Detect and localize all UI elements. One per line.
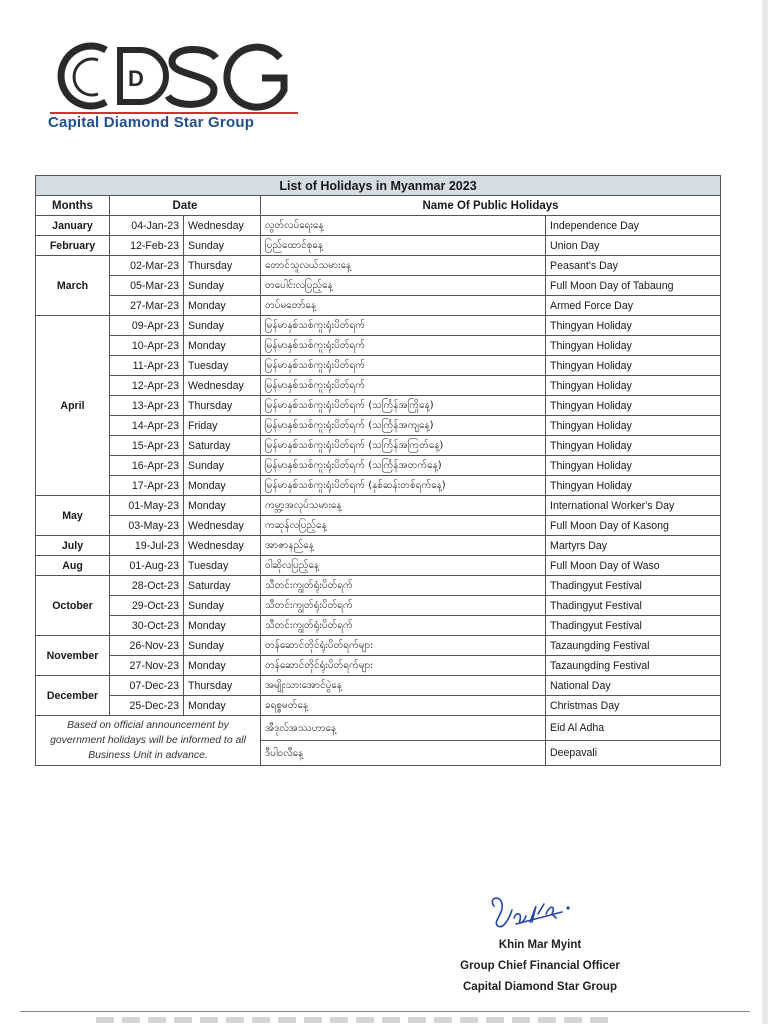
date-cell: 04-Jan-23: [110, 216, 184, 236]
date-cell: 28-Oct-23: [110, 576, 184, 596]
date-cell: 13-Apr-23: [110, 396, 184, 416]
footer-faded-text: [96, 1017, 616, 1023]
holiday-name-english: Thingyan Holiday: [546, 356, 721, 376]
date-cell: 10-Apr-23: [110, 336, 184, 356]
holiday-name-myanmar: ကမ္ဘာ့အလုပ်သမားနေ့: [261, 496, 546, 516]
table-row: [36, 216, 721, 236]
date-cell: 29-Oct-23: [110, 596, 184, 616]
table-title: List of Holidays in Myanmar 2023: [36, 176, 721, 196]
table-row: [36, 456, 721, 476]
holiday-name-myanmar: မြန်မာနှစ်သစ်ကူးရုံးပိတ်ရက် (သင်္ကြန်အကြိုနေ့): [261, 396, 546, 416]
weekday-cell: Monday: [184, 476, 261, 496]
holiday-name-english: Full Moon Day of Waso: [546, 556, 721, 576]
table-row: [36, 356, 721, 376]
month-cell: May: [36, 496, 110, 536]
holiday-name-english: Christmas Day: [546, 696, 721, 716]
signature-block: [400, 935, 680, 998]
table-row: [36, 256, 721, 276]
holiday-name-english: Deepavali: [546, 741, 721, 766]
table-row: [36, 596, 721, 616]
weekday-cell: Wednesday: [184, 216, 261, 236]
weekday-cell: Saturday: [184, 436, 261, 456]
holiday-name-english: Thingyan Holiday: [546, 376, 721, 396]
holiday-name-english: Full Moon Day of Tabaung: [546, 276, 721, 296]
header-date: Date: [110, 196, 261, 216]
holiday-name-myanmar: သီတင်းကျွတ်ရုံးပိတ်ရက်: [261, 616, 546, 636]
month-cell: April: [36, 316, 110, 496]
weekday-cell: Thursday: [184, 396, 261, 416]
holiday-name-english: Thadingyut Festival: [546, 596, 721, 616]
holiday-name-english: Union Day: [546, 236, 721, 256]
holiday-name-english: Independence Day: [546, 216, 721, 236]
weekday-cell: Monday: [184, 496, 261, 516]
weekday-cell: Monday: [184, 696, 261, 716]
month-cell: January: [36, 216, 110, 236]
table-row: [36, 396, 721, 416]
holiday-name-myanmar: ဒီပါဝလီနေ့: [261, 741, 546, 766]
signer-company: Capital Diamond Star Group: [463, 981, 617, 993]
weekday-cell: Monday: [184, 616, 261, 636]
holiday-name-myanmar: ပြည်ထောင်စုနေ့: [261, 236, 546, 256]
weekday-cell: Sunday: [184, 276, 261, 296]
holiday-name-english: Thadingyut Festival: [546, 616, 721, 636]
date-cell: 01-Aug-23: [110, 556, 184, 576]
weekday-cell: Thursday: [184, 676, 261, 696]
date-cell: 15-Apr-23: [110, 436, 184, 456]
table-row: [36, 556, 721, 576]
weekday-cell: Thursday: [184, 256, 261, 276]
month-cell: October: [36, 576, 110, 636]
weekday-cell: Wednesday: [184, 536, 261, 556]
holiday-name-english: Eid Al Adha: [546, 716, 721, 741]
table-row: [36, 296, 721, 316]
date-cell: 11-Apr-23: [110, 356, 184, 376]
holiday-name-myanmar: မြန်မာနှစ်သစ်ကူးရုံးပိတ်ရက် (သင်္ကြန်အကျနေ့): [261, 416, 546, 436]
header-months: Months: [36, 196, 110, 216]
holiday-name-english: Tazaungding Festival: [546, 656, 721, 676]
weekday-cell: Sunday: [184, 596, 261, 616]
weekday-cell: Saturday: [184, 576, 261, 596]
date-cell: 30-Oct-23: [110, 616, 184, 636]
date-cell: 09-Apr-23: [110, 316, 184, 336]
weekday-cell: Monday: [184, 656, 261, 676]
table-row: [36, 276, 721, 296]
holiday-name-english: Peasant's Day: [546, 256, 721, 276]
month-cell: December: [36, 676, 110, 716]
holiday-name-myanmar: အမျိုးသားအောင်ပွဲနေ့: [261, 676, 546, 696]
holiday-name-myanmar: မြန်မာနှစ်သစ်ကူးရုံးပိတ်ရက် (နှစ်ဆန်းတစ်ရက်နေ့): [261, 476, 546, 496]
holiday-name-myanmar: တန်ဆောင်တိုင်ရုံးပိတ်ရက်များ: [261, 636, 546, 656]
announcement-note: Based on official announcement by government holidays will be informed to all Business Unit in advance.: [36, 716, 261, 766]
date-cell: 03-May-23: [110, 516, 184, 536]
weekday-cell: Monday: [184, 296, 261, 316]
table-row: [36, 696, 721, 716]
holiday-name-myanmar: မြန်မာနှစ်သစ်ကူးရုံးပိတ်ရက်: [261, 356, 546, 376]
date-cell: 26-Nov-23: [110, 636, 184, 656]
weekday-cell: Sunday: [184, 636, 261, 656]
holiday-name-myanmar: သီတင်းကျွတ်ရုံးပိတ်ရက်: [261, 596, 546, 616]
holiday-name-english: National Day: [546, 676, 721, 696]
weekday-cell: Sunday: [184, 456, 261, 476]
signer-title: Group Chief Financial Officer: [460, 960, 620, 972]
date-cell: 02-Mar-23: [110, 256, 184, 276]
table-row: [36, 716, 721, 741]
date-cell: 19-Jul-23: [110, 536, 184, 556]
holiday-name-myanmar: ကဆုန်လပြည့်နေ့: [261, 516, 546, 536]
table-row: [36, 676, 721, 696]
date-cell: 27-Nov-23: [110, 656, 184, 676]
holiday-name-english: Thingyan Holiday: [546, 416, 721, 436]
table-row: [36, 576, 721, 596]
holiday-name-english: Thingyan Holiday: [546, 316, 721, 336]
holiday-name-myanmar: တပ်မတော်နေ့: [261, 296, 546, 316]
holiday-name-english: Full Moon Day of Kasong: [546, 516, 721, 536]
date-cell: 05-Mar-23: [110, 276, 184, 296]
holiday-name-english: Thingyan Holiday: [546, 456, 721, 476]
table-title-row: [36, 176, 721, 196]
holiday-name-myanmar: ခရစ္စမတ်နေ့: [261, 696, 546, 716]
date-cell: 16-Apr-23: [110, 456, 184, 476]
table-row: [36, 496, 721, 516]
holiday-name-english: Thingyan Holiday: [546, 336, 721, 356]
svg-text:D: D: [128, 66, 144, 91]
table-row: [36, 316, 721, 336]
holiday-name-english: Thingyan Holiday: [546, 476, 721, 496]
table-row: [36, 616, 721, 636]
holiday-name-english: Thingyan Holiday: [546, 396, 721, 416]
weekday-cell: Friday: [184, 416, 261, 436]
weekday-cell: Wednesday: [184, 376, 261, 396]
weekday-cell: Sunday: [184, 316, 261, 336]
signer-name: Khin Mar Myint: [498, 939, 582, 951]
header-holiday-name: Name Of Public Holidays: [261, 196, 721, 216]
table-row: [36, 636, 721, 656]
date-cell: 27-Mar-23: [110, 296, 184, 316]
holiday-name-myanmar: မြန်မာနှစ်သစ်ကူးရုံးပိတ်ရက်: [261, 316, 546, 336]
holiday-name-myanmar: တောင်သူလယ်သမားနေ့: [261, 256, 546, 276]
weekday-cell: Tuesday: [184, 556, 261, 576]
month-cell: July: [36, 536, 110, 556]
scan-edge: [762, 0, 768, 1024]
company-name: Capital Diamond Star Group: [48, 114, 255, 131]
holiday-name-english: International Worker's Day: [546, 496, 721, 516]
holiday-name-english: Thadingyut Festival: [546, 576, 721, 596]
holiday-name-english: Thingyan Holiday: [546, 436, 721, 456]
table-row: [36, 416, 721, 436]
table-row: [36, 516, 721, 536]
holiday-name-myanmar: လွတ်လပ်ရေးနေ့: [261, 216, 546, 236]
table-row: [36, 656, 721, 676]
table-row: [36, 436, 721, 456]
holiday-name-myanmar: ဝါဆိုလပြည့်နေ့: [261, 556, 546, 576]
date-cell: 12-Feb-23: [110, 236, 184, 256]
table-row: [36, 236, 721, 256]
table-header-row: [36, 196, 721, 216]
holiday-name-myanmar: မြန်မာနှစ်သစ်ကူးရုံးပိတ်ရက်: [261, 376, 546, 396]
holiday-name-myanmar: မြန်မာနှစ်သစ်ကူးရုံးပိတ်ရက် (သင်္ကြန်အတက်နေ့): [261, 456, 546, 476]
holiday-name-myanmar: မြန်မာနှစ်သစ်ကူးရုံးပိတ်ရက်: [261, 336, 546, 356]
holiday-name-myanmar: အာဇာနည်နေ့: [261, 536, 546, 556]
holidays-table: [35, 175, 721, 766]
holiday-name-myanmar: မြန်မာနှစ်သစ်ကူးရုံးပိတ်ရက် (သင်္ကြန်အကြတ်နေ့): [261, 436, 546, 456]
footer-divider: [20, 1011, 750, 1012]
table-row: [36, 536, 721, 556]
holiday-name-english: Martyrs Day: [546, 536, 721, 556]
holiday-name-myanmar: တန်ဆောင်တိုင်ရုံးပိတ်ရက်များ: [261, 656, 546, 676]
weekday-cell: Tuesday: [184, 356, 261, 376]
month-cell: Aug: [36, 556, 110, 576]
date-cell: 01-May-23: [110, 496, 184, 516]
month-cell: February: [36, 236, 110, 256]
date-cell: 12-Apr-23: [110, 376, 184, 396]
table-row: [36, 336, 721, 356]
table-row: [36, 476, 721, 496]
date-cell: 07-Dec-23: [110, 676, 184, 696]
month-cell: November: [36, 636, 110, 676]
date-cell: 17-Apr-23: [110, 476, 184, 496]
holiday-name-myanmar: အီဒုလ်အဿဟာနေ့: [261, 716, 546, 741]
holiday-name-english: Tazaungding Festival: [546, 636, 721, 656]
table-row: [36, 376, 721, 396]
holiday-name-english: Armed Force Day: [546, 296, 721, 316]
weekday-cell: Sunday: [184, 236, 261, 256]
holiday-name-myanmar: သီတင်းကျွတ်ရုံးပိတ်ရက်: [261, 576, 546, 596]
month-cell: March: [36, 256, 110, 316]
date-cell: 25-Dec-23: [110, 696, 184, 716]
handwritten-signature: [486, 892, 578, 938]
holiday-name-myanmar: တပေါင်းလပြည့်နေ့: [261, 276, 546, 296]
weekday-cell: Wednesday: [184, 516, 261, 536]
date-cell: 14-Apr-23: [110, 416, 184, 436]
weekday-cell: Monday: [184, 336, 261, 356]
